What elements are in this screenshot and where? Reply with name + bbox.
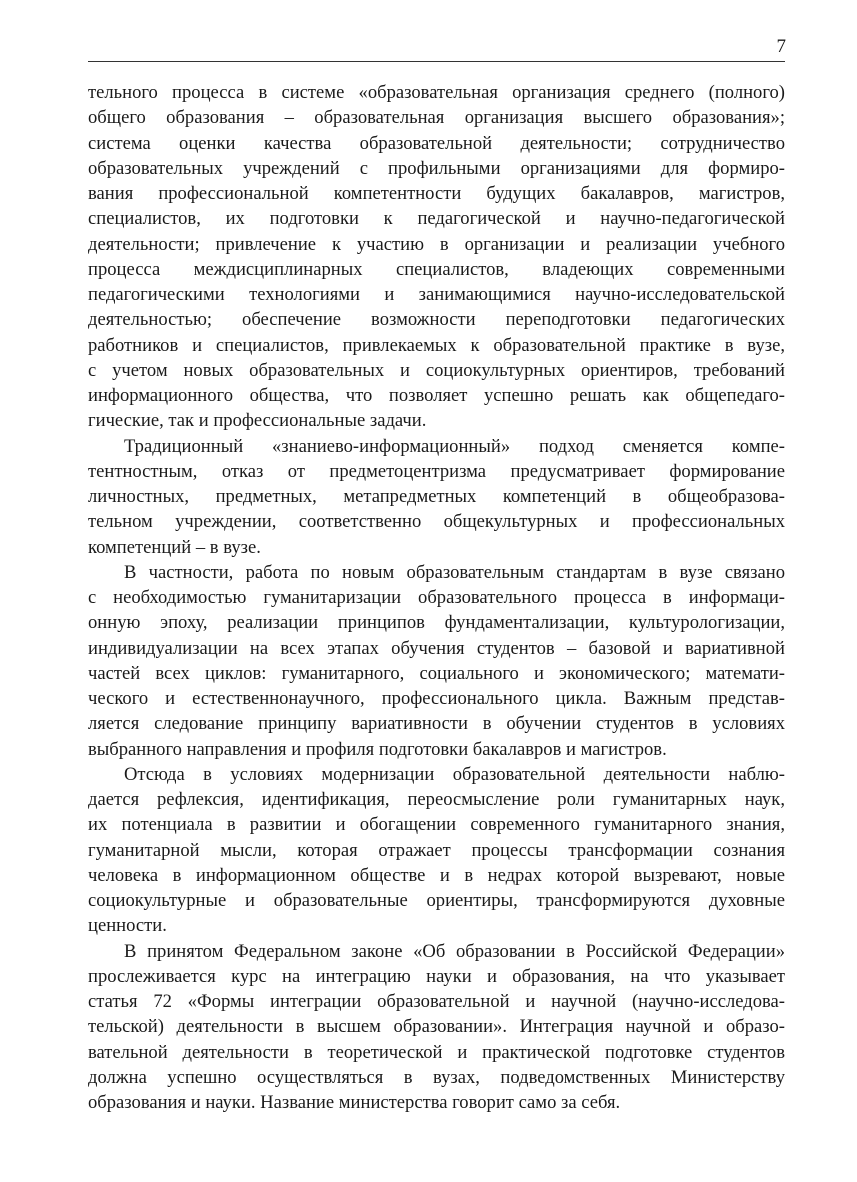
- text-line: работников и специалистов, привлекаемых к образовательной практике в вузе,: [88, 334, 785, 356]
- text-line: тельской) деятельности в высшем образовании». Интеграция научной и образо-: [88, 1016, 785, 1038]
- text-line: дается рефлексия, идентификация, переосмысление роли гуманитарных наук,: [88, 789, 785, 810]
- text-line: гические, так и профессиональные задачи.: [88, 410, 427, 432]
- text-line: процесса междисциплинарных специалистов, владеющих современными: [88, 258, 785, 280]
- text-line: деятельности; привлечение к участию в организации и реализации учебного: [88, 233, 785, 255]
- text-line: В принятом Федеральном законе «Об образовании в Российской Федерации»: [124, 940, 785, 962]
- text-line: индивидуализации на всех этапах обучения студентов – базовой и вариативной: [88, 637, 785, 659]
- text-line: Отсюда в условиях модернизации образовательной деятельности наблю-: [124, 763, 785, 785]
- header-rule: [88, 61, 785, 62]
- text-line: социокультурные и образовательные ориентиры, трансформируются духовные: [88, 890, 785, 911]
- text-line: должна успешно осуществляться в вузах, подведомственных Министерству: [88, 1066, 785, 1088]
- text-line: тентностным, отказ от предметоцентризма предусматривает формирование: [88, 460, 785, 482]
- text-line: педагогическими технологиями и занимающимися научно-исследовательской: [88, 284, 785, 305]
- text-line: В частности, работа по новым образовательным стандартам в вузе связано: [124, 561, 785, 583]
- text-line: ческого и естественнонаучного, профессионального цикла. Важным представ-: [88, 688, 785, 709]
- text-line: деятельностью; обеспечение возможности переподготовки педагогических: [88, 309, 785, 331]
- text-line: вания профессиональной компетентности будущих бакалавров, магистров,: [88, 183, 785, 204]
- page-number: 7: [776, 36, 786, 57]
- text-line: гуманитарной мысли, которая отражает процессы трансформации сознания: [88, 839, 785, 861]
- text-line: специалистов, их подготовки к педагогической и научно-педагогической: [88, 208, 785, 230]
- text-line: с учетом новых образовательных и социокультурных ориентиров, требований: [88, 359, 785, 381]
- text-line: система оценки качества образовательной деятельности; сотрудничество: [88, 132, 785, 154]
- text-line: ляется следование принципу вариативности в обучении студентов в условиях: [88, 713, 785, 735]
- text-line: ценности.: [88, 915, 167, 937]
- text-line: тельного процесса в системе «образовательная организация среднего (полного): [88, 82, 785, 103]
- text-line: прослеживается курс на интеграцию науки и образования, на что указывает: [88, 965, 785, 987]
- text-line: компетенций – в вузе.: [88, 536, 261, 558]
- text-line: их потенциала в развитии и обогащении современного гуманитарного знания,: [88, 814, 785, 836]
- body-text: [88, 80, 785, 1115]
- text-line: онную эпоху, реализации принципов фундаментализации, культурологизации,: [88, 612, 785, 634]
- text-line: статья 72 «Формы интеграции образовательной и научной (научно-исследова-: [88, 991, 785, 1012]
- text-line: образовательных учреждений с профильными организациями для формиро-: [88, 157, 785, 179]
- text-line: выбранного направления и профиля подготовки бакалавров и магистров.: [88, 738, 667, 760]
- text-line: общего образования – образовательная организация высшего образования»;: [88, 107, 785, 129]
- text-line: с необходимостью гуманитаризации образовательного процесса в информаци-: [88, 587, 785, 608]
- text-line: личностных, предметных, метапредметных компетенций в общеобразова-: [88, 486, 785, 507]
- text-line: Традиционный «знаниево-информационный» подход сменяется компе-: [124, 435, 785, 457]
- text-line: частей всех циклов: гуманитарного, социального и экономического; математи-: [88, 662, 785, 684]
- text-line: вательной деятельности в теоретической и практической подготовке студентов: [88, 1041, 785, 1063]
- text-line: тельном учреждении, соответственно общекультурных и профессиональных: [88, 511, 785, 533]
- text-line: информационного общества, что позволяет успешно решать как общепедаго-: [88, 385, 785, 406]
- text-line: образования и науки. Название министерства говорит само за себя.: [88, 1092, 621, 1113]
- text-line: человека в информационном обществе и в недрах которой вызревают, новые: [88, 864, 785, 886]
